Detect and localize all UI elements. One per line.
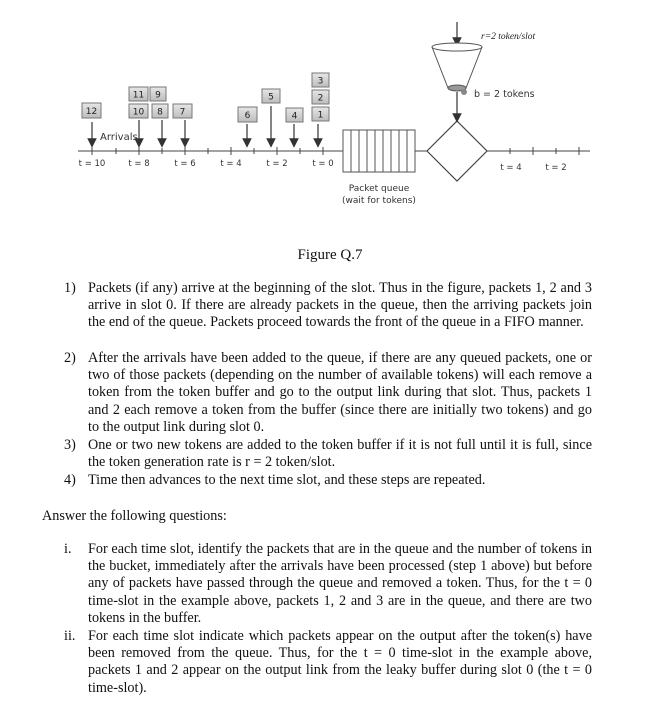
queue-label-line1: Packet queue xyxy=(348,184,410,194)
bucket-size-label: b = 2 tokens xyxy=(474,89,535,100)
step-number: 4) xyxy=(64,472,76,488)
packet-2-label: 2 xyxy=(317,93,324,104)
leaky-bucket-figure xyxy=(0,0,660,230)
tick-t6: t = 6 xyxy=(174,159,196,169)
packet-queue xyxy=(343,130,415,172)
token-dot xyxy=(461,89,467,95)
question-item xyxy=(64,628,592,697)
rate-label: r=2 token/slot xyxy=(481,32,536,42)
packet-8-label: 8 xyxy=(157,107,163,118)
output-tick-t4: t = 4 xyxy=(500,163,522,173)
bucket-rim xyxy=(432,43,482,51)
packet-10-label: 10 xyxy=(132,107,145,118)
output-tick-t2: t = 2 xyxy=(545,163,567,173)
step-number: 2) xyxy=(64,350,76,366)
question-text: For each time slot, identify the packets that are in the queue and the number of tokens in the bucket, immediately after the arrivals have been processed (step 1 above) but before any of packets have passed through the queue and removed a token. Thus, for the t = 0 time-slot in the example above, packets 1, 2 and 3 are in the queue, and there are two tokens in the buffer. xyxy=(88,541,592,626)
tick-t10: t = 10 xyxy=(78,159,106,169)
packet-9-label: 9 xyxy=(155,90,161,101)
packet-6-label: 6 xyxy=(244,111,251,121)
step-text: Packets (if any) arrive at the beginning of the slot. Thus in the figure, packets 1, 2 and 3 arrive in slot 0. If there are already packets in the queue, then the arriving packets join the end of the queue. Packets proceed towards the front of the queue in a FIFO manner. xyxy=(88,280,592,331)
tick-t2: t = 2 xyxy=(266,159,288,169)
step-text: Time then advances to the next time slot, and these steps are repeated. xyxy=(88,472,486,488)
tick-t4: t = 4 xyxy=(220,159,242,169)
tick-t0: t = 0 xyxy=(312,159,334,169)
queue-label-line2: (wait for tokens) xyxy=(342,196,416,206)
step-text: After the arrivals have been added to the queue, if there are any queued packets, one or two of those packets (depending on the number of available tokens) will each remove a token from the token buffer and go to the output link during that slot. Thus, packets 1 and 2 each remove a token from the buffer (since there are initially two tokens) and go to the output link during slot 0. xyxy=(88,350,592,435)
token-gate-diamond xyxy=(427,121,487,181)
packet-1-label: 1 xyxy=(317,110,324,121)
question-number: ii. xyxy=(64,628,76,644)
packet-11-label: 11 xyxy=(132,90,145,101)
packet-4-label: 4 xyxy=(291,111,298,122)
step-text: One or two new tokens are added to the token buffer if it is not full until it is full, since the token generation rate is r = 2 token/slot. xyxy=(88,437,592,471)
packet-7-label: 7 xyxy=(179,107,186,118)
packet-12-label: 12 xyxy=(85,107,98,117)
step-item xyxy=(64,350,592,436)
packet-5-label: 5 xyxy=(268,92,274,103)
figure-caption: Figure Q.7 xyxy=(297,247,363,263)
step-number: 1) xyxy=(64,280,76,296)
tick-t8: t = 8 xyxy=(128,159,150,169)
step-item xyxy=(64,280,592,332)
step-item xyxy=(64,437,592,471)
step-number: 3) xyxy=(64,437,76,453)
packet-3-label: 3 xyxy=(317,76,324,87)
question-text: For each time slot indicate which packets appear on the output after the token(s) have been removed from the queue. Thus, for the t = 0 time-slot in the example above, packets 1 and 2 appear on the output link from the leaky buffer during slot 0 (the t = 0 time-slot). xyxy=(88,628,592,696)
question-number: i. xyxy=(64,541,72,557)
question-item xyxy=(64,541,592,627)
answer-intro: Answer the following questions: xyxy=(42,508,227,524)
arrivals-label: Arrivals xyxy=(100,132,138,143)
bucket-funnel xyxy=(432,47,482,88)
step-item xyxy=(64,472,592,489)
